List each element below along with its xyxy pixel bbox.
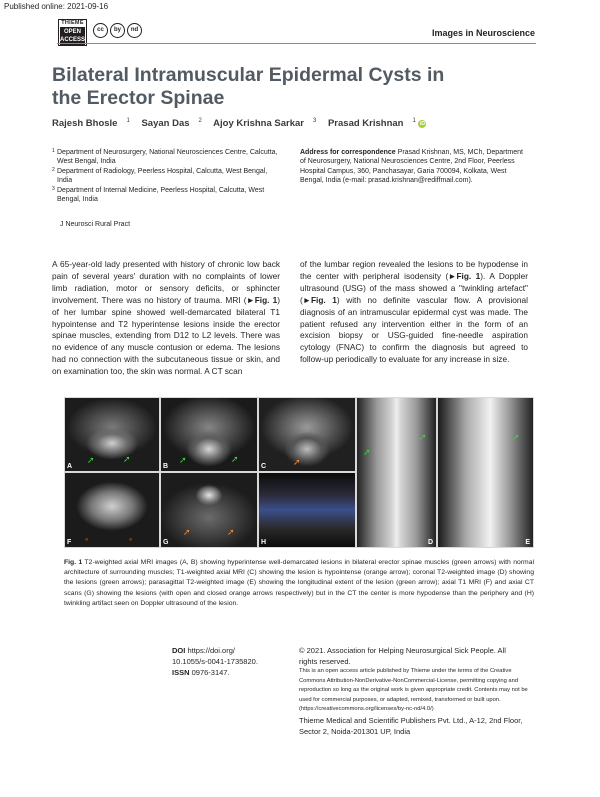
author[interactable] [213, 118, 316, 129]
body-text: ). A Doppler ultrasound (USG) of the mass showed a "twinkling artefact" ( [300, 270, 528, 305]
thieme-open-access-logo [58, 19, 87, 46]
license-text: This is an open access article published by Thieme under the terms of the Creative Commons Attribution-NonDerivative-NonCommercial-License, permitting copying and reproduction so long as the original work is given appropriate credit. Contents may not be used for commercial purposes, or adapted, remixed, transformed or built upon. (https://creativecommons.org/licenses/by-nc-nd/4.0/) [299, 668, 528, 713]
panel-label: C [261, 463, 267, 470]
issn-label: ISSN [172, 668, 190, 677]
journal-abbreviation: J Neurosci Rural Pract [60, 221, 131, 228]
figure-reference-link[interactable]: ►Fig. 1 [448, 270, 481, 281]
orange-arrow-icon: ➚ [293, 457, 301, 467]
affiliation-text: Department of Internal Medicine, Peerless Hospital, Calcutta, West Bengal, India [57, 187, 265, 204]
author-name: Ajoy Krishna Sarkar [213, 118, 304, 130]
figure-reference-link[interactable]: ►Fig. 1 [302, 294, 337, 305]
green-arrow-icon: ➚ [231, 454, 239, 464]
green-arrow-icon: ➚ [363, 447, 371, 457]
orcid-icon[interactable]: iD [419, 121, 425, 128]
affiliation-text: Department of Radiology, Peerless Hospital, Calcutta, West Bengal, India [57, 168, 268, 185]
panel-label: E [525, 539, 530, 546]
figure-1 [64, 397, 534, 548]
published-online-date: Published online: 2021-09-16 [4, 2, 109, 11]
figure-reference-link[interactable]: ►Fig. 1 [246, 294, 278, 305]
orange-arrow-icon: ◦ [129, 534, 133, 544]
green-arrow-icon: ➚ [179, 455, 187, 465]
affiliation-number: 1 [52, 148, 55, 154]
by-icon: by [110, 23, 125, 38]
affiliation-number: 3 [52, 186, 55, 192]
body-text: ) of her lumbar spine showed well-demarcated bilateral T1 hypointense and T2 hyperintense lesions inside the erector spinae muscles, extending from D12 to L2 levels. There was no evidence of any muscle contusion or edema. The lesions had no connection with the subcutaneous tissue or skin, and on examination too, the skin was normal. A CT scan [52, 294, 280, 377]
green-arrow-icon: ➚ [512, 432, 520, 442]
orange-arrow-icon: ➚ [227, 527, 235, 537]
header-divider [57, 43, 536, 44]
mri-panel-a[interactable] [65, 398, 159, 471]
caption-text: T2-weighted axial MRI images (A, B) showing hyperintense well-demarcated lesions in bilateral erector spinae muscles (green arrows) with normal architecture of surrounding muscles; T1-weighted axial MRI (C) showing the lesion is hypointense (orange arrow); coronal T2-weighted image (D) showing the lesions (green arrows); parasagittal T2-weighted image (E) showing the longitudinal extent of the lesion (green arrow); axial T1 MRI (F) and axial CT scans (G) showing the lesions (with open and closed orange arrows respectively) but in the CT the center is more hypodense than the periphery and (H) twinkling artifact seen on Doppler ultrasound of the lesion. [64, 559, 534, 607]
orange-arrow-icon: ◦ [85, 534, 89, 544]
green-arrow-icon: ➚ [419, 432, 427, 442]
copyright-line: © 2021. Association for Helping Neurosurgical Sick People. All [299, 646, 506, 655]
author-affiliation-marker: 1 [412, 118, 416, 124]
doppler-ultrasound-panel-h[interactable] [259, 473, 355, 547]
logo-open-text: OPEN [63, 28, 81, 35]
panel-label: D [427, 539, 433, 546]
affiliation [52, 148, 282, 167]
logo-access-text: ACCESS [60, 37, 86, 43]
correspondence-text: Prasad Krishnan, MS, MCh, Department of Neurosurgery, National Neurosciences Centre, 2nd Floor, Peerless Hospital Campus, 360, Panchasayar, Garia 700094, Kolkata, West Bengal, India (e-mail: prasad.krishnan@rediffmail.com). [300, 149, 523, 185]
mri-panel-b[interactable] [161, 398, 257, 471]
author[interactable] [52, 118, 130, 129]
author-name: Sayan Das [141, 118, 190, 130]
article-title: Bilateral Intramuscular Epidermal Cysts in the Erector Spinae [52, 64, 445, 109]
author-affiliation-marker: 1 [126, 118, 130, 124]
article-identifiers [172, 645, 258, 678]
copyright-and-license [299, 645, 534, 737]
author-affiliation-marker: 2 [198, 118, 202, 124]
creative-commons-badges [93, 23, 142, 38]
publisher-line: Thieme Medical and Scientific Publishers Pvt. Ltd., A-12, 2nd Floor, [299, 715, 523, 725]
nd-icon: nd [127, 23, 142, 38]
mri-panel-c[interactable] [259, 398, 355, 471]
panel-label: A [67, 463, 73, 470]
affiliation-number: 2 [52, 167, 55, 173]
doi-label: DOI [172, 646, 186, 655]
journal-section-name: Images in Neuroscience [431, 28, 535, 38]
green-arrow-icon: ➚ [87, 455, 95, 465]
correspondence-address [300, 148, 530, 186]
panel-label: F [67, 539, 72, 546]
author[interactable] [141, 118, 201, 129]
ct-panel-g[interactable] [161, 473, 257, 547]
mri-panel-e-sagittal[interactable] [438, 398, 533, 547]
issn-value: 0976-3147. [191, 668, 230, 677]
correspondence-label: Address for correspondence [300, 149, 396, 156]
mri-panel-f[interactable] [65, 473, 159, 547]
doi-link[interactable]: https://doi.org/ [187, 646, 235, 655]
author[interactable] [328, 118, 435, 129]
author-affiliation-marker: 3 [312, 118, 317, 124]
copyright-line: rights reserved. [299, 657, 351, 666]
mri-panel-d-coronal[interactable] [357, 398, 436, 547]
green-arrow-icon: ➚ [123, 454, 131, 464]
panel-label: B [163, 463, 169, 470]
orange-arrow-icon: ➚ [183, 527, 191, 537]
body-text: of the lumbar region revealed the lesions to be hypodense in the center with peripheral isodensity ( [300, 259, 528, 281]
publisher-line: Sector 2, Noida-201301 UP, India [299, 726, 411, 736]
body-text: ) with no definite vascular flow. A provisional diagnosis of an intramuscular epidermal cyst was made. The patient refused any intervention either in the form of an excision biopsy or USG-guided fine-needle aspiration cytology (FNAC) to confirm the diagnosis but agreed to follow-up periodically to evaluate for any increase in size. [300, 294, 528, 365]
panel-label: G [163, 539, 169, 546]
body-column-right [300, 259, 528, 366]
affiliation [52, 186, 282, 205]
caption-label: Fig. 1 [64, 559, 83, 566]
affiliation-text: Department of Neurosurgery, National Neurosciences Centre, Calcutta, West Bengal, India [57, 149, 278, 166]
cc-icon: cc [93, 23, 108, 38]
doi-link-continued[interactable]: 10.1055/s-0041-1735820. [172, 657, 258, 666]
logo-thieme-text: THIEME [61, 20, 84, 26]
panel-label: H [261, 539, 267, 546]
figure-caption [64, 558, 534, 609]
body-text: A 65-year-old lady presented with history of chronic low back pain of several years' duration with no complaints of lower limb radiation, motor or sensory deficits, or sphincter involvement. There was no history of trauma. MRI ( [52, 259, 280, 305]
affiliation [52, 167, 282, 186]
author-list [52, 118, 444, 129]
body-column-left [52, 259, 280, 378]
author-name: Rajesh Bhosle [52, 118, 118, 130]
author-name: Prasad Krishnan [327, 118, 404, 130]
